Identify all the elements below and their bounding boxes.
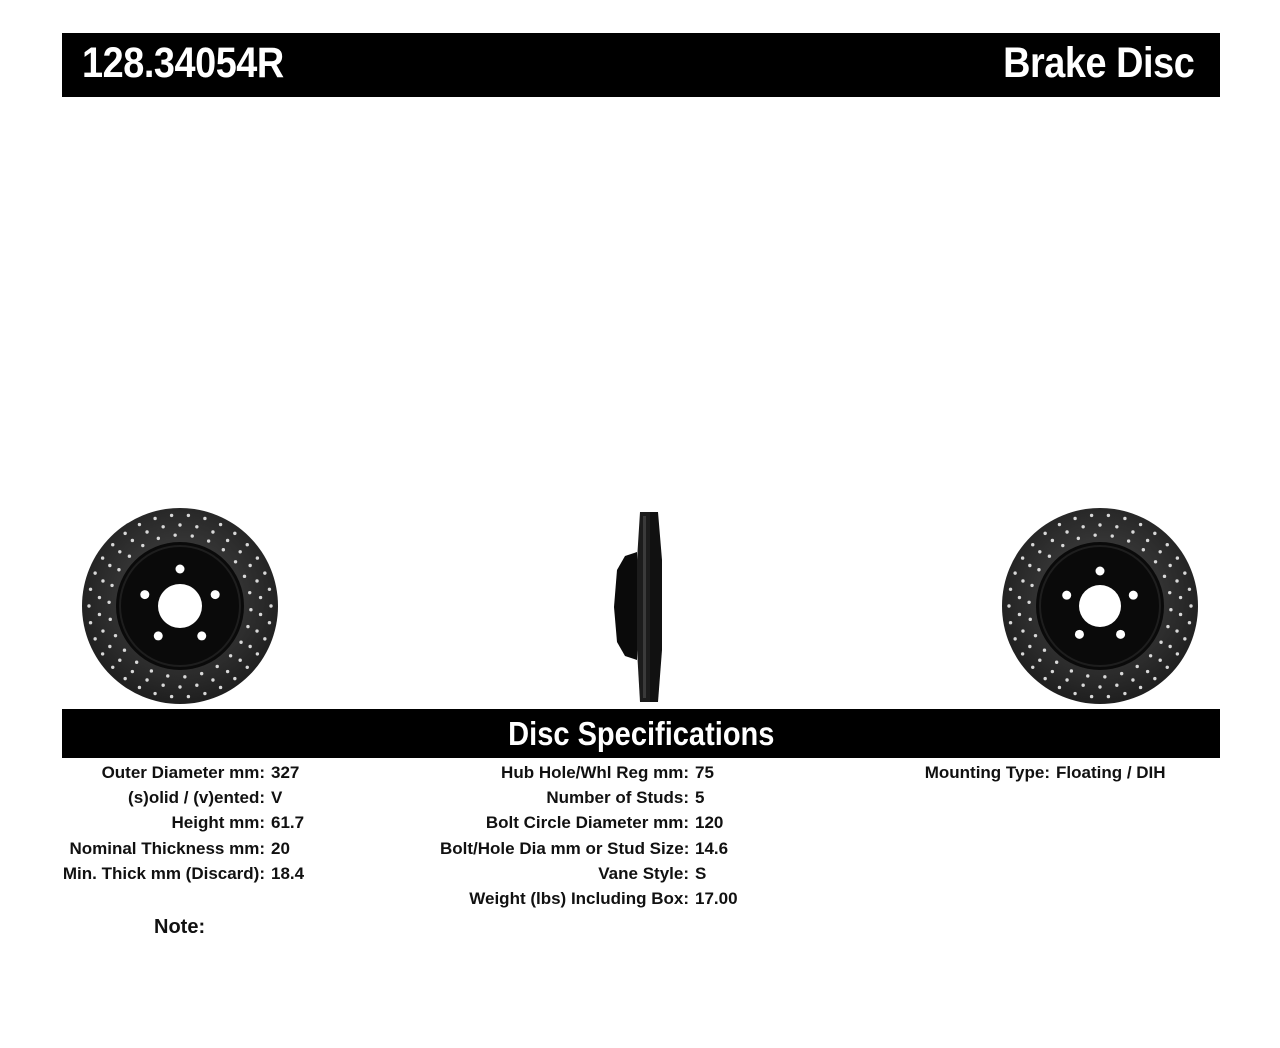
bolt-hole [211,590,220,599]
drill-hole [1158,658,1161,661]
spec-row [440,785,738,810]
bolt-hole [1129,591,1138,600]
drill-hole [161,684,164,687]
drill-hole [170,695,173,698]
drill-hole [118,658,121,661]
drill-hole [1055,661,1058,664]
drill-hole [111,543,114,546]
drill-hole [1120,672,1123,675]
spec-label: Mounting Type: [924,763,1050,782]
spec-label: Min. Thick mm (Discard): [62,863,265,883]
drill-hole [1188,621,1191,624]
drill-hole [110,584,113,587]
bolt-hole [1075,630,1084,639]
drill-hole [1021,652,1024,655]
drill-hole [1136,665,1139,668]
drill-hole [1028,645,1031,648]
drill-hole [108,645,111,648]
drill-hole [249,608,252,611]
drill-hole [1159,641,1162,644]
drill-hole [1018,613,1021,616]
drill-hole [268,588,271,591]
drill-hole [1058,686,1061,689]
drill-hole [1090,514,1093,517]
spec-value: 5 [695,788,705,808]
drill-hole [216,665,219,668]
drill-hole [111,666,114,669]
drill-hole [1027,601,1030,604]
spec-row [60,785,304,810]
drill-hole [1081,525,1084,528]
drill-hole [1168,591,1171,594]
drill-hole [256,652,259,655]
drill-hole [1034,634,1037,637]
spec-label: Nominal Thickness mm: [69,838,265,858]
drill-hole [1127,539,1130,542]
drill-hole [1149,654,1152,657]
drill-hole [1043,649,1046,652]
disc-side-view [614,512,662,702]
drill-hole [1093,533,1096,536]
drill-hole [1043,532,1046,535]
drill-hole [178,523,181,526]
drill-hole [1146,539,1149,542]
drill-hole [131,539,134,542]
spec-label: (s)olid / (v)ented: [128,788,265,808]
drill-hole [1098,685,1101,688]
spec-row [60,760,304,785]
drill-hole [219,686,222,689]
drill-hole [1009,588,1012,591]
drill-hole [1058,523,1061,526]
spec-value: 75 [695,763,714,782]
drill-hole [1166,543,1169,546]
spec-value: Floating / DIH [1056,763,1166,782]
drill-hole [1013,571,1016,574]
drill-hole [138,523,141,526]
specs-column-3 [880,760,1166,785]
spec-value: 17.00 [695,888,738,908]
spec-value: 120 [695,813,724,833]
drill-hole [108,564,111,567]
specs-header-bar [62,709,1220,758]
bolt-hole [1116,630,1125,639]
drill-hole [1175,629,1178,632]
drill-hole [1153,677,1156,680]
drill-hole [203,692,206,695]
drill-hole [145,530,148,533]
drill-hole [1142,548,1145,551]
drill-hole [138,686,141,689]
drill-hole [222,548,225,551]
drill-hole [131,670,134,673]
drill-hole [259,613,262,616]
drill-hole [1166,666,1169,669]
drill-hole [191,534,194,537]
drill-hole [1169,608,1172,611]
drill-hole [1090,695,1093,698]
drill-hole [238,658,241,661]
drill-hole [1103,675,1106,678]
drill-hole [1051,670,1054,673]
drill-hole [1018,596,1021,599]
drill-hole [195,684,198,687]
drill-hole [107,601,110,604]
drill-hole [173,533,176,536]
drill-hole [89,621,92,624]
drill-hole [1073,692,1076,695]
drill-hole [233,532,236,535]
drill-hole [1168,645,1171,648]
bolt-hole [154,631,163,640]
spec-label: Outer Diameter mm: [101,763,265,782]
drill-hole [1038,658,1041,661]
spec-row [60,836,304,861]
drill-hole [1107,514,1110,517]
drill-hole [243,575,246,578]
drill-hole [98,596,101,599]
drill-hole [183,675,186,678]
drill-hole [226,670,229,673]
spec-row [440,886,738,911]
part-number: 128.34054R [82,39,284,87]
drill-hole [1065,678,1068,681]
specs-column-1 [60,760,304,886]
drill-hole [246,543,249,546]
drill-hole [1188,588,1191,591]
drill-hole [203,517,206,520]
drill-hole [1038,550,1041,553]
spec-label: Height mm: [171,813,265,833]
drill-hole [229,654,232,657]
drill-hole [1131,530,1134,533]
drill-hole [1139,523,1142,526]
drill-hole [123,677,126,680]
drill-hole [1189,604,1192,607]
drill-hole [1153,532,1156,535]
drill-hole [1176,652,1179,655]
spec-value: 61.7 [271,813,305,833]
drill-hole [1146,670,1149,673]
drill-hole [1111,534,1114,537]
drill-hole [1139,686,1142,689]
drill-hole [109,618,112,621]
disc-front-view [82,508,278,704]
drill-hole [93,637,96,640]
spec-row [440,861,738,886]
drill-hole [1037,568,1040,571]
drill-hole [1009,621,1012,624]
drill-hole [269,604,272,607]
drill-hole [248,564,251,567]
spec-value: V [271,788,283,808]
drill-hole [238,550,241,553]
drill-hole [1029,618,1032,621]
drill-hole [1028,564,1031,567]
drill-hole [1123,517,1126,520]
drill-hole [93,571,96,574]
drill-hole [226,539,229,542]
drill-hole [1048,555,1051,558]
drill-hole [1166,625,1169,628]
drill-hole [1158,550,1161,553]
product-type: Brake Disc [1002,39,1194,87]
drill-hole [187,695,190,698]
bolt-hole [1062,591,1071,600]
drill-hole [239,641,242,644]
drill-hole [1065,530,1068,533]
drill-hole [1070,669,1073,672]
drill-hole [1013,637,1016,640]
drill-hole [170,514,173,517]
drill-hole [101,652,104,655]
drill-hole [1031,666,1034,669]
drill-hole [150,669,153,672]
spec-row [440,760,738,785]
drill-hole [161,525,164,528]
drill-hole [1086,674,1089,677]
drill-hole [1021,556,1024,559]
drill-hole [268,621,271,624]
drill-hole [1168,564,1171,567]
spec-row [440,810,738,835]
disc-back-view [1002,508,1198,704]
drill-hole [1021,579,1024,582]
spec-row [880,760,1166,785]
drill-hole [123,532,126,535]
drill-hole [1123,692,1126,695]
drill-hole [233,677,236,680]
drill-hole [101,556,104,559]
bolt-hole [1096,567,1105,576]
bolt-hole [140,590,149,599]
drill-hole [1176,556,1179,559]
drill-hole [256,556,259,559]
drill-hole [1115,525,1118,528]
drill-hole [118,550,121,553]
drill-hole [255,629,258,632]
drill-hole [166,674,169,677]
drill-hole [211,678,214,681]
drill-hole [123,649,126,652]
drill-hole [101,629,104,632]
spec-value: 327 [271,763,300,782]
drill-hole [1107,695,1110,698]
drill-hole [207,539,210,542]
spec-label: Bolt/Hole Dia mm or Stud Size: [440,838,690,858]
drill-hole [1030,584,1033,587]
drill-hole [128,555,131,558]
drill-hole [178,685,181,688]
spec-value: 18.4 [271,863,305,883]
drill-hole [211,530,214,533]
drill-hole [1179,596,1182,599]
drill-hole [1007,604,1010,607]
spec-value: 20 [271,838,290,858]
drill-hole [259,596,262,599]
drill-hole [255,579,258,582]
spec-label: Weight (lbs) Including Box: [469,888,689,908]
drill-hole [1098,523,1101,526]
drill-hole [1183,637,1186,640]
spec-row [440,836,738,861]
spec-label: Number of Studs: [546,788,689,808]
drill-hole [89,588,92,591]
drill-hole [98,613,101,616]
drill-hole [141,544,144,547]
bolt-hole [176,565,185,574]
drill-hole [153,517,156,520]
drill-hole [157,537,160,540]
drill-hole [87,604,90,607]
spec-value: 14.6 [695,838,729,858]
spec-row [60,810,304,835]
drill-hole [248,591,251,594]
drill-hole [195,525,198,528]
drill-hole [1061,544,1064,547]
hub-hole [1079,585,1121,627]
specs-title: Disc Specifications [507,715,775,752]
drill-hole [1077,537,1080,540]
drill-hole [1183,571,1186,574]
hub-hole [158,584,202,628]
drill-hole [1115,684,1118,687]
drill-hole [263,571,266,574]
spec-row [60,861,304,886]
drill-hole [1081,684,1084,687]
drill-hole [246,625,249,628]
drill-hole [1163,575,1166,578]
drill-hole [1051,539,1054,542]
drill-hole [246,666,249,669]
drill-hole [187,514,190,517]
drill-hole [1179,613,1182,616]
note-label: Note: [154,916,206,938]
drill-hole [1031,543,1034,546]
drill-hole [1154,560,1157,563]
drill-hole [145,678,148,681]
drill-hole [101,579,104,582]
bolt-hole [197,631,206,640]
drill-hole [1021,629,1024,632]
drill-hole [117,568,120,571]
drill-hole [263,637,266,640]
drill-hole [1131,678,1134,681]
drill-hole [135,661,138,664]
drill-hole [248,645,251,648]
drill-hole [1175,579,1178,582]
spec-label: Hub Hole/Whl Reg mm: [501,763,689,782]
drill-hole [234,560,237,563]
drill-hole [153,692,156,695]
spec-label: Bolt Circle Diameter mm: [485,813,689,833]
drill-hole [114,634,117,637]
specs-column-2 [440,760,738,911]
spec-value: S [695,863,707,883]
drill-hole [200,672,203,675]
drill-hole [1043,677,1046,680]
drill-hole [219,523,222,526]
spec-label: Vane Style: [598,863,689,883]
drill-hole [1073,517,1076,520]
